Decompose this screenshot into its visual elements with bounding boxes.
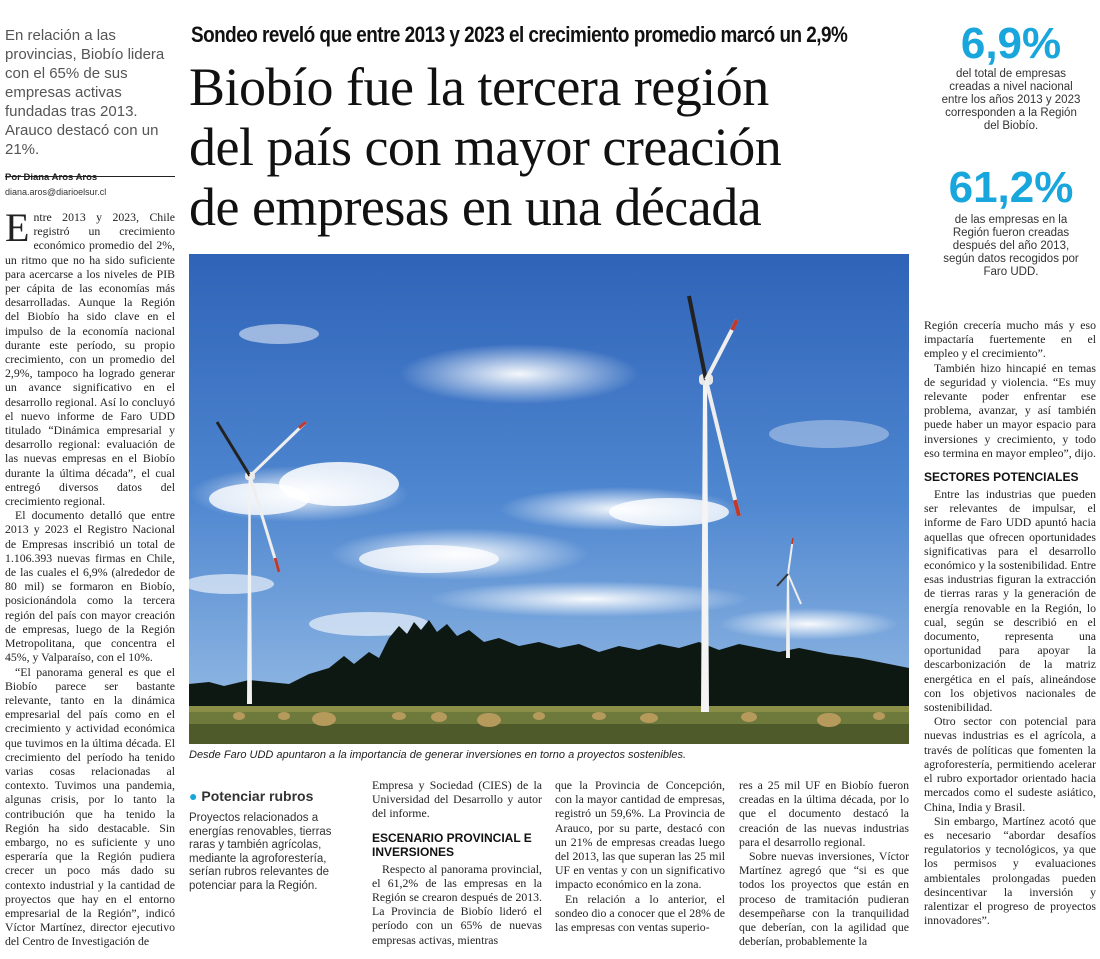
article-paragraph: Respecto al panorama provincial, el 61,2% de las empresas en la Región se crearon después de 2013. La Provincia de Biobío lideró el período con un 65% de nuevas empresas activas, mientras xyxy=(372,861,542,947)
stat-text-2: de las empresas en la Región fueron creadas después del año 2013, según datos recogidos por Faro UDD. xyxy=(943,214,1079,278)
article-paragraph: Región crecería mucho más y eso impactaría fuertemente en el empleo y el crecimiento”. xyxy=(924,318,1096,361)
highlight-text: Proyectos relacionados a energías renovables, tierras raras y también agrícolas, mediante la agroforestería, serían rubros relevantes de potenciar para la Región. xyxy=(189,812,332,892)
article-paragraph: Otro sector con potencial para nuevas industrias es el agrícola, a través de políticas que fomenten la agroforestería, permitiendo acelerar el rubro exportador orientado hacia mercados como el sudeste asiático, China, India y Brasil. xyxy=(924,714,1096,814)
byline-author: Por Diana Aros Aros xyxy=(5,172,98,183)
subhead-escenario: ESCENARIO PROVINCIAL E INVERSIONES xyxy=(372,830,532,859)
highlight-title: ● Potenciar rubros xyxy=(189,788,314,804)
bullet-icon: ● xyxy=(189,788,198,804)
kicker: Sondeo reveló que entre 2013 y 2023 el crecimiento promedio marcó un 2,9% xyxy=(191,22,848,47)
stat-box-1 xyxy=(925,19,1097,133)
article-column-1 xyxy=(5,205,175,949)
headline-line-2: del país con mayor creación xyxy=(189,117,782,177)
highlight-box xyxy=(189,788,357,893)
article-paragraph: En relación a lo anterior, el sondeo dio a conocer que el 28% de las empresas con ventas superio- xyxy=(555,891,726,935)
headline xyxy=(189,57,889,237)
stat-value-2: 61,2% xyxy=(948,163,1074,212)
article-paragraph: Sobre nuevas inversiones, Víctor Martínez agregó que “si es que todos los proyectos que están en proceso de tramitación pudieran desempeñarse con la tranquilidad que deberían, con la agilidad que deberían, probablemente la xyxy=(739,849,909,949)
article-paragraph: Entre 2013 y 2023, Chile registró un crecimiento económico promedio del 2%, un ritmo que no ha sido suficiente para acercarse a los niveles de PIB per cápita de las economías más desarrolladas. Aunque la Región del Biobío ha sido clave en el impulso de la economía nacional durante este período, su propio crecimiento, con un promedio del 2,9%, tampoco ha logrado generar un avance significativo en el desarrollo regional. Así lo concluyó el nuevo informe de Faro UDD titulado “Dinámica empresarial y desarrollo regional: evaluación de las nuevas empresas en el Biobío durante la última década”, el cual entregó diversos datos del crecimiento regional. xyxy=(5,205,175,509)
article-paragraph: Entre las industrias que pueden ser relevantes de impulsar, el informe de Faro UDD apuntó hacia aquellas que ofrecen oportunidades significativas para el desarrollo económico y la sostenibilidad. Entre esas industrias figuran la extracción de tierras raras y la generación de energía renovable en la Región, lo cual, según se describió en el documento, representa una oportunidad para apoyar la descarbonización de la matriz energética en el país, alineándose con los objetivos nacionales de sostenibilidad. xyxy=(924,487,1096,715)
article-column-4 xyxy=(555,778,725,934)
article-paragraph: que la Provincia de Concepción, con la mayor cantidad de empresas, registró un 59,6%. La Provincia de Arauco, por su parte, destacó con un 21% de empresas creadas luego del 2013, las que superan las 25 mil UF en ventas y con un significativo impacto económico en la zona. xyxy=(555,778,725,892)
article-column-6 xyxy=(924,318,1096,927)
wind-turbines-photo xyxy=(189,254,909,744)
wind-farm-illustration xyxy=(189,254,909,744)
article-paragraph: Sin embargo, Martínez acotó que es necesario “abordar desafíos regulatorios y tecnológicos, ya que los permisos y evaluaciones ambientales prolongadas pueden desincentivar la inversión y ralentizar el progreso de proyectos innovadores”. xyxy=(924,813,1096,928)
stat-text-1: del total de empresas creadas a nivel nacional entre los años 2013 y 2023 corresponden a la Región del Biobío. xyxy=(941,68,1081,132)
photo-caption: Desde Faro UDD apuntaron a la importancia de generar inversiones en torno a proyectos sostenibles. xyxy=(189,749,687,761)
subhead-sectores: SECTORES POTENCIALES xyxy=(924,470,1079,485)
article-paragraph: Empresa y Sociedad (CIES) de la Universidad del Desarrollo y autor del informe. xyxy=(372,778,542,821)
drop-cap: E xyxy=(5,205,30,250)
article-paragraph: “El panorama general es que el Biobío parece ser bastante relevante, tanto en la dinámica empresarial del país como en el crecimiento y actividad económica que tuvimos en la última década. El crecimiento del período ha tenido varias cosas relacionadas al contexto. Tuvimos una pandemia, algunas crisis, por lo tanto la contribución que ha tenido la Región ha sido destacable. Sin embargo, no es suficiente y uno esperaría que la Región pudiera crecer un poco más dado su contexto industrial y la cantidad de proyectos que hay en el entorno empresarial de la Región”, indicó Víctor Martínez, director ejecutivo del Centro de Investigación de xyxy=(5,664,175,949)
headline-line-1: Biobío fue la tercera región xyxy=(189,57,769,117)
article-paragraph: También hizo hincapié en temas de seguridad y violencia. “Es muy relevante poder enfrentar ese problema, avanzar, y así también puede haber un mayor espacio para inversiones y crecimiento, y todo eso termina en mayor empleo”, dijo. xyxy=(924,360,1096,460)
article-column-5 xyxy=(739,778,909,948)
article-column-3 xyxy=(372,778,542,947)
stat-value-1: 6,9% xyxy=(960,19,1062,68)
article-paragraph: res a 25 mil UF en Biobío fueron creadas en la última década, por lo que el documento destacó la creación de las nuevas industrias para el desarrollo regional. xyxy=(739,778,909,849)
article-paragraph: El documento detalló que entre 2013 y 2023 el Registro Nacional de Empresas inscribió un total de 1.106.393 nuevas firmas en Chile, de las cuales el 6,9% (alrededor de 80 mil) se formaron en Biobío, posicionándola como la tercera región del país con mayor creación de empresas, luego de la Región Metropolitana, que concentra el 45%, y Valparaíso, con el 10%. xyxy=(5,508,175,665)
headline-line-3: de empresas en una década xyxy=(189,177,762,237)
lead-summary: En relación a las provincias, Biobío lidera con el 65% de sus empresas activas fundadas tras 2013. Arauco destacó con un 21%. xyxy=(5,27,165,158)
stat-box-2 xyxy=(925,163,1097,279)
byline-email: diana.aros@diarioelsur.cl xyxy=(5,187,107,197)
